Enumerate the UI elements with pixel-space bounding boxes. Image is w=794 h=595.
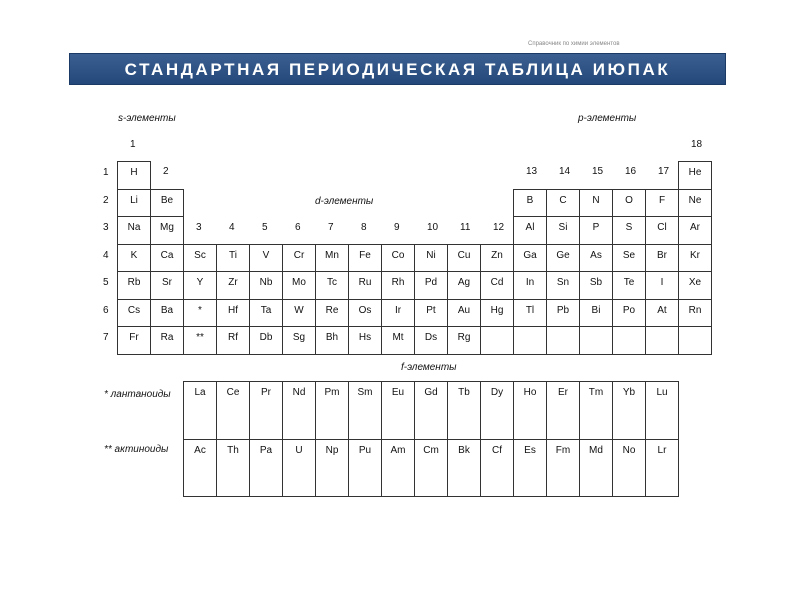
element-symbol: Rf: [228, 332, 238, 343]
period-number: 4: [103, 249, 109, 261]
group-number: 2: [163, 166, 169, 177]
element-symbol: Ar: [690, 222, 700, 233]
f-element-cell-la: [183, 381, 217, 440]
element-symbol: Sm: [357, 387, 373, 398]
element-symbol: Y: [196, 277, 204, 288]
f-element-cell-md: [579, 439, 613, 498]
element-symbol: Ba: [160, 304, 174, 316]
s-block-label: s-элементы: [118, 113, 176, 124]
element-cell-tl: [513, 299, 547, 328]
element-symbol: Fe: [359, 249, 371, 261]
element-cell-br: [645, 244, 679, 273]
element-symbol: Se: [622, 249, 636, 261]
element-symbol: La: [194, 387, 206, 398]
element-symbol: Am: [390, 444, 406, 456]
element-symbol: Sb: [589, 277, 603, 288]
element-symbol: Fr: [129, 332, 139, 343]
f-element-cell-cf: [480, 439, 514, 498]
f-element-cell-pr: [249, 381, 283, 440]
group-number: 8: [361, 222, 367, 233]
top-note: Справочник по химии элементов: [528, 41, 620, 47]
empty-cell: [678, 326, 712, 355]
element-symbol: Ge: [556, 249, 570, 261]
element-cell-xe: [678, 271, 712, 300]
group-number: 9: [394, 222, 400, 233]
element-symbol: Mn: [325, 249, 339, 261]
f-element-cell-pa: [249, 439, 283, 498]
element-symbol: Co: [391, 249, 405, 261]
element-cell-sc: [183, 244, 217, 273]
f-element-cell-no: [612, 439, 646, 498]
element-symbol: Rh: [391, 277, 405, 288]
element-symbol: Er: [558, 387, 568, 398]
element-symbol: Cl: [657, 222, 667, 233]
element-symbol: K: [130, 249, 138, 261]
element-symbol: Tb: [458, 387, 470, 398]
page-title-banner: СТАНДАРТНАЯ ПЕРИОДИЧЕСКАЯ ТАБЛИЦА ИЮПАК: [69, 53, 726, 85]
element-symbol: Ca: [160, 249, 174, 261]
element-symbol: Sn: [556, 277, 570, 288]
element-symbol: Rn: [688, 304, 702, 316]
element-cell-y: [183, 271, 217, 300]
element-symbol: Br: [657, 249, 667, 261]
element-cell-s: [612, 216, 646, 245]
period-number: 3: [103, 222, 109, 233]
element-cell-ne: [678, 189, 712, 218]
element-symbol: Hf: [228, 304, 238, 316]
f-element-cell-sm: [348, 381, 382, 440]
element-symbol: F: [658, 194, 666, 206]
element-cell-ag: [447, 271, 481, 300]
element-symbol: Ir: [394, 304, 402, 316]
element-symbol: N: [592, 194, 600, 206]
element-symbol: Eu: [391, 387, 405, 398]
period-number: 6: [103, 304, 109, 316]
element-symbol: Cu: [457, 249, 471, 261]
f-element-cell-u: [282, 439, 316, 498]
element-symbol: Po: [622, 304, 636, 316]
group-number: 3: [196, 222, 202, 233]
element-cell-sn: [546, 271, 580, 300]
group-number: 4: [229, 222, 235, 233]
element-symbol: Pt: [426, 304, 436, 316]
element-cell-fe: [348, 244, 382, 273]
element-symbol: Os: [358, 304, 372, 316]
element-cell-te: [612, 271, 646, 300]
element-symbol: Th: [227, 444, 239, 456]
element-cell-si: [546, 216, 580, 245]
element-cell-tc: [315, 271, 349, 300]
element-symbol: Cr: [293, 249, 305, 261]
element-cell-rg: [447, 326, 481, 355]
element-cell-re: [315, 299, 349, 328]
period-number: 5: [103, 277, 109, 288]
f-element-cell-bk: [447, 439, 481, 498]
f-element-cell-tm: [579, 381, 613, 440]
element-symbol: Bi: [591, 304, 601, 316]
element-cell-co: [381, 244, 415, 273]
element-symbol: U: [295, 444, 303, 456]
element-cell-mn: [315, 244, 349, 273]
element-cell-ra: [150, 326, 184, 355]
element-cell-au: [447, 299, 481, 328]
element-cell-ge: [546, 244, 580, 273]
element-symbol: Al: [525, 222, 535, 233]
element-cell-pt: [414, 299, 448, 328]
period-number: 7: [103, 332, 109, 343]
period-number: 1: [103, 167, 109, 178]
f-element-cell-yb: [612, 381, 646, 440]
element-cell-p: [579, 216, 613, 245]
element-cell-rf: [216, 326, 250, 355]
element-cell-kr: [678, 244, 712, 273]
element-symbol: Mo: [292, 277, 306, 288]
element-cell-sg: [282, 326, 316, 355]
empty-cell: [645, 326, 679, 355]
element-symbol: *: [198, 304, 202, 316]
element-symbol: Pr: [261, 387, 271, 398]
element-symbol: Cs: [127, 304, 141, 316]
element-symbol: Zn: [491, 249, 503, 261]
element-cell-i: [645, 271, 679, 300]
group-number: 5: [262, 222, 268, 233]
element-cell-be: [150, 189, 184, 218]
element-symbol: Pu: [358, 444, 372, 456]
element-symbol: Ho: [523, 387, 537, 398]
element-symbol: Nb: [259, 277, 273, 288]
element-cell-f: [645, 189, 679, 218]
element-cell-li: [117, 189, 151, 218]
element-cell-zr: [216, 271, 250, 300]
period-number: 2: [103, 194, 109, 206]
f-element-cell-nd: [282, 381, 316, 440]
f-element-cell-gd: [414, 381, 448, 440]
element-symbol: Ru: [358, 277, 372, 288]
element-cell-zn: [480, 244, 514, 273]
element-cell-hg: [480, 299, 514, 328]
element-cell-ti: [216, 244, 250, 273]
element-symbol: Cf: [492, 444, 502, 456]
element-symbol: Ne: [688, 194, 702, 206]
element-cell-rh: [381, 271, 415, 300]
f-element-cell-tb: [447, 381, 481, 440]
element-cell-cr: [282, 244, 316, 273]
element-symbol: Dy: [490, 387, 504, 398]
element-cell-cu: [447, 244, 481, 273]
element-symbol: Xe: [688, 277, 702, 288]
group-number: 7: [328, 222, 334, 233]
element-cell-fr: [117, 326, 151, 355]
element-symbol: Gd: [424, 387, 438, 398]
element-symbol: H: [130, 167, 138, 178]
element-symbol: V: [262, 249, 270, 261]
element-cell-starstar: [183, 326, 217, 355]
element-symbol: Mt: [392, 332, 404, 343]
element-symbol: Cd: [490, 277, 504, 288]
element-cell-rb: [117, 271, 151, 300]
element-symbol: Be: [160, 194, 174, 206]
element-cell-bi: [579, 299, 613, 328]
empty-cell: [480, 326, 514, 355]
element-cell-ga: [513, 244, 547, 273]
element-symbol: Kr: [690, 249, 700, 261]
element-cell-at: [645, 299, 679, 328]
element-symbol: In: [525, 277, 535, 288]
element-symbol: No: [622, 444, 636, 456]
element-symbol: At: [657, 304, 667, 316]
f-element-cell-dy: [480, 381, 514, 440]
element-cell-ds: [414, 326, 448, 355]
group-number: 16: [625, 166, 637, 177]
f-element-cell-er: [546, 381, 580, 440]
group-number: 1: [130, 139, 136, 150]
f-block-label: f-элементы: [401, 362, 457, 373]
f-element-cell-np: [315, 439, 349, 498]
empty-cell: [579, 326, 613, 355]
element-cell-w: [282, 299, 316, 328]
element-symbol: Tc: [327, 277, 337, 288]
element-symbol: Ni: [426, 249, 436, 261]
element-symbol: Mg: [160, 222, 174, 233]
element-cell-pb: [546, 299, 580, 328]
element-symbol: Pb: [556, 304, 570, 316]
element-cell-rn: [678, 299, 712, 328]
f-element-cell-lr: [645, 439, 679, 498]
element-cell-v: [249, 244, 283, 273]
element-symbol: Na: [127, 222, 141, 233]
element-symbol: Pa: [259, 444, 273, 456]
element-symbol: Bh: [325, 332, 339, 343]
element-symbol: Ac: [194, 444, 206, 456]
element-symbol: Au: [457, 304, 471, 316]
element-cell-cd: [480, 271, 514, 300]
element-symbol: Md: [589, 444, 603, 456]
group-number: 12: [493, 222, 505, 233]
empty-cell: [546, 326, 580, 355]
lanthanides-label: * лантаноиды: [104, 389, 171, 400]
f-element-cell-eu: [381, 381, 415, 440]
f-element-cell-th: [216, 439, 250, 498]
element-symbol: Rg: [457, 332, 471, 343]
element-symbol: C: [559, 194, 567, 206]
element-cell-h: [117, 161, 151, 190]
element-symbol: Yb: [622, 387, 636, 398]
group-number: 10: [427, 222, 439, 233]
element-symbol: Pd: [424, 277, 438, 288]
element-cell-hs: [348, 326, 382, 355]
element-symbol: Bk: [458, 444, 470, 456]
element-symbol: Ds: [424, 332, 438, 343]
element-symbol: B: [526, 194, 534, 206]
f-element-cell-ho: [513, 381, 547, 440]
element-cell-n: [579, 189, 613, 218]
element-symbol: Ti: [229, 249, 237, 261]
element-cell-cl: [645, 216, 679, 245]
element-symbol: Re: [325, 304, 339, 316]
element-cell-pd: [414, 271, 448, 300]
element-cell-db: [249, 326, 283, 355]
element-symbol: Te: [623, 277, 635, 288]
f-element-cell-lu: [645, 381, 679, 440]
element-cell-po: [612, 299, 646, 328]
f-element-cell-fm: [546, 439, 580, 498]
group-number: 14: [559, 166, 571, 177]
element-symbol: Ga: [523, 249, 537, 261]
element-cell-hf: [216, 299, 250, 328]
element-symbol: W: [294, 304, 304, 316]
element-cell-na: [117, 216, 151, 245]
f-element-cell-es: [513, 439, 547, 498]
empty-cell: [612, 326, 646, 355]
element-symbol: As: [590, 249, 602, 261]
element-cell-os: [348, 299, 382, 328]
element-cell-al: [513, 216, 547, 245]
element-symbol: Ra: [160, 332, 174, 343]
f-element-cell-am: [381, 439, 415, 498]
p-block-label: p-элементы: [578, 113, 637, 124]
group-number: 17: [658, 166, 670, 177]
element-cell-star: [183, 299, 217, 328]
element-cell-c: [546, 189, 580, 218]
element-symbol: Hg: [490, 304, 504, 316]
group-number: 15: [592, 166, 604, 177]
element-cell-cs: [117, 299, 151, 328]
element-cell-mt: [381, 326, 415, 355]
f-element-cell-pu: [348, 439, 382, 498]
element-symbol: Ce: [226, 387, 240, 398]
element-symbol: He: [688, 167, 702, 178]
f-element-cell-cm: [414, 439, 448, 498]
group-number: 11: [460, 222, 471, 233]
element-symbol: Pm: [324, 387, 340, 398]
f-element-cell-ac: [183, 439, 217, 498]
element-symbol: Db: [259, 332, 273, 343]
element-symbol: **: [196, 332, 204, 343]
element-symbol: Fm: [555, 444, 571, 456]
group-number: 6: [295, 222, 301, 233]
f-element-cell-ce: [216, 381, 250, 440]
element-cell-ta: [249, 299, 283, 328]
element-symbol: Cm: [423, 444, 439, 456]
element-cell-as: [579, 244, 613, 273]
group-number: 18: [691, 139, 703, 150]
element-symbol: Lr: [657, 444, 667, 456]
element-symbol: Hs: [358, 332, 372, 343]
element-cell-sr: [150, 271, 184, 300]
element-symbol: Ta: [260, 304, 272, 316]
element-symbol: Es: [524, 444, 536, 456]
element-cell-mo: [282, 271, 316, 300]
element-cell-ar: [678, 216, 712, 245]
element-cell-o: [612, 189, 646, 218]
element-symbol: Np: [325, 444, 339, 456]
element-symbol: Sc: [194, 249, 206, 261]
element-symbol: P: [592, 222, 600, 233]
element-cell-b: [513, 189, 547, 218]
element-cell-he: [678, 161, 712, 190]
element-cell-bh: [315, 326, 349, 355]
element-cell-in: [513, 271, 547, 300]
f-element-cell-pm: [315, 381, 349, 440]
element-cell-se: [612, 244, 646, 273]
element-symbol: Li: [130, 194, 138, 206]
element-symbol: Rb: [127, 277, 141, 288]
element-cell-mg: [150, 216, 184, 245]
group-number: 13: [526, 166, 538, 177]
element-symbol: O: [625, 194, 633, 206]
element-symbol: Lu: [656, 387, 668, 398]
element-symbol: Sg: [292, 332, 306, 343]
element-symbol: Tl: [525, 304, 535, 316]
element-symbol: Si: [558, 222, 568, 233]
element-symbol: Nd: [292, 387, 306, 398]
element-cell-ir: [381, 299, 415, 328]
element-symbol: Sr: [162, 277, 172, 288]
element-cell-ba: [150, 299, 184, 328]
element-cell-ru: [348, 271, 382, 300]
element-symbol: I: [660, 277, 664, 288]
element-symbol: S: [625, 222, 633, 233]
element-cell-ca: [150, 244, 184, 273]
element-cell-sb: [579, 271, 613, 300]
d-block-label: d-элементы: [315, 196, 374, 207]
element-symbol: Tm: [588, 387, 604, 398]
element-symbol: Zr: [228, 277, 238, 288]
element-cell-k: [117, 244, 151, 273]
element-cell-nb: [249, 271, 283, 300]
actinides-label: ** актиноиды: [104, 444, 169, 455]
empty-cell: [513, 326, 547, 355]
element-symbol: Ag: [457, 277, 471, 288]
element-cell-ni: [414, 244, 448, 273]
